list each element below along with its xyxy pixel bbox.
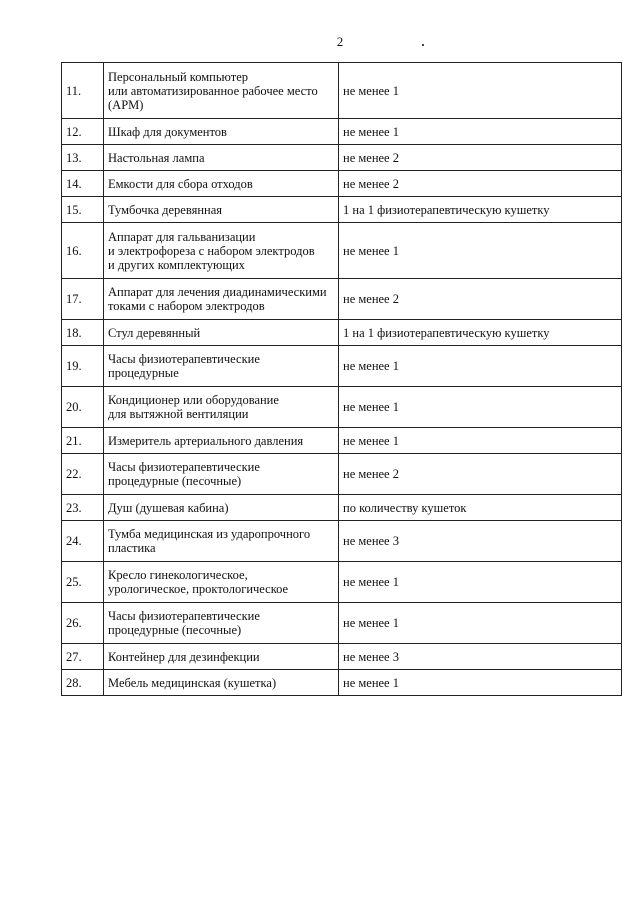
equipment-quantity: не менее 1 [339, 670, 622, 696]
equipment-name: Аппарат для лечения диадинамическими токами с набором электродов [104, 279, 339, 320]
row-number: 14. [62, 171, 104, 197]
equipment-quantity: не менее 1 [339, 346, 622, 387]
equipment-quantity: не менее 3 [339, 521, 622, 562]
table-row [62, 197, 622, 223]
row-number: 15. [62, 197, 104, 223]
table-row [62, 320, 622, 346]
equipment-quantity: 1 на 1 физиотерапевтическую кушетку [339, 197, 622, 223]
row-number: 16. [62, 223, 104, 279]
equipment-quantity: не менее 2 [339, 145, 622, 171]
row-number: 17. [62, 279, 104, 320]
equipment-quantity: по количеству кушеток [339, 495, 622, 521]
table-row [62, 603, 622, 644]
equipment-quantity: не менее 1 [339, 562, 622, 603]
row-number: 28. [62, 670, 104, 696]
equipment-quantity: не менее 1 [339, 63, 622, 119]
equipment-name: Кондиционер или оборудование для вытяжной вентиляции [104, 387, 339, 428]
table-row [62, 495, 622, 521]
equipment-name: Аппарат для гальванизации и электрофореза с набором электродов и других комплектующих [104, 223, 339, 279]
equipment-name: Душ (душевая кабина) [104, 495, 339, 521]
table-row [62, 63, 622, 119]
equipment-name: Мебель медицинская (кушетка) [104, 670, 339, 696]
row-number: 13. [62, 145, 104, 171]
table-row [62, 644, 622, 670]
table-row [62, 223, 622, 279]
equipment-name: Персональный компьютер или автоматизированное рабочее место (АРМ) [104, 63, 339, 119]
scan-speck [422, 44, 424, 46]
table-row [62, 346, 622, 387]
equipment-name: Часы физиотерапевтические процедурные (песочные) [104, 454, 339, 495]
row-number: 26. [62, 603, 104, 644]
equipment-table [61, 62, 622, 696]
table-row [62, 171, 622, 197]
equipment-name: Контейнер для дезинфекции [104, 644, 339, 670]
row-number: 25. [62, 562, 104, 603]
row-number: 19. [62, 346, 104, 387]
equipment-name: Часы физиотерапевтические процедурные [104, 346, 339, 387]
table-row [62, 279, 622, 320]
equipment-quantity: не менее 3 [339, 644, 622, 670]
equipment-quantity: не менее 1 [339, 603, 622, 644]
row-number: 12. [62, 119, 104, 145]
table-row [62, 119, 622, 145]
equipment-table-body [62, 63, 622, 696]
table-row [62, 387, 622, 428]
table-row [62, 454, 622, 495]
table-row [62, 670, 622, 696]
row-number: 24. [62, 521, 104, 562]
equipment-quantity: не менее 1 [339, 387, 622, 428]
table-row [62, 428, 622, 454]
equipment-name: Емкости для сбора отходов [104, 171, 339, 197]
row-number: 11. [62, 63, 104, 119]
equipment-quantity: не менее 2 [339, 454, 622, 495]
equipment-name: Настольная лампа [104, 145, 339, 171]
page-number: 2 [336, 34, 344, 49]
equipment-name: Стул деревянный [104, 320, 339, 346]
row-number: 21. [62, 428, 104, 454]
row-number: 27. [62, 644, 104, 670]
row-number: 18. [62, 320, 104, 346]
equipment-name: Тумбочка деревянная [104, 197, 339, 223]
equipment-quantity: не менее 1 [339, 428, 622, 454]
equipment-name: Часы физиотерапевтические процедурные (песочные) [104, 603, 339, 644]
equipment-quantity: не менее 1 [339, 119, 622, 145]
equipment-name: Кресло гинекологическое, урологическое, проктологическое [104, 562, 339, 603]
equipment-name: Шкаф для документов [104, 119, 339, 145]
equipment-quantity: не менее 1 [339, 223, 622, 279]
equipment-name: Измеритель артериального давления [104, 428, 339, 454]
row-number: 20. [62, 387, 104, 428]
table-row [62, 562, 622, 603]
row-number: 22. [62, 454, 104, 495]
table-row [62, 521, 622, 562]
equipment-quantity: 1 на 1 физиотерапевтическую кушетку [339, 320, 622, 346]
equipment-quantity: не менее 2 [339, 279, 622, 320]
row-number: 23. [62, 495, 104, 521]
table-row [62, 145, 622, 171]
equipment-quantity: не менее 2 [339, 171, 622, 197]
equipment-name: Тумба медицинская из ударопрочного пластика [104, 521, 339, 562]
